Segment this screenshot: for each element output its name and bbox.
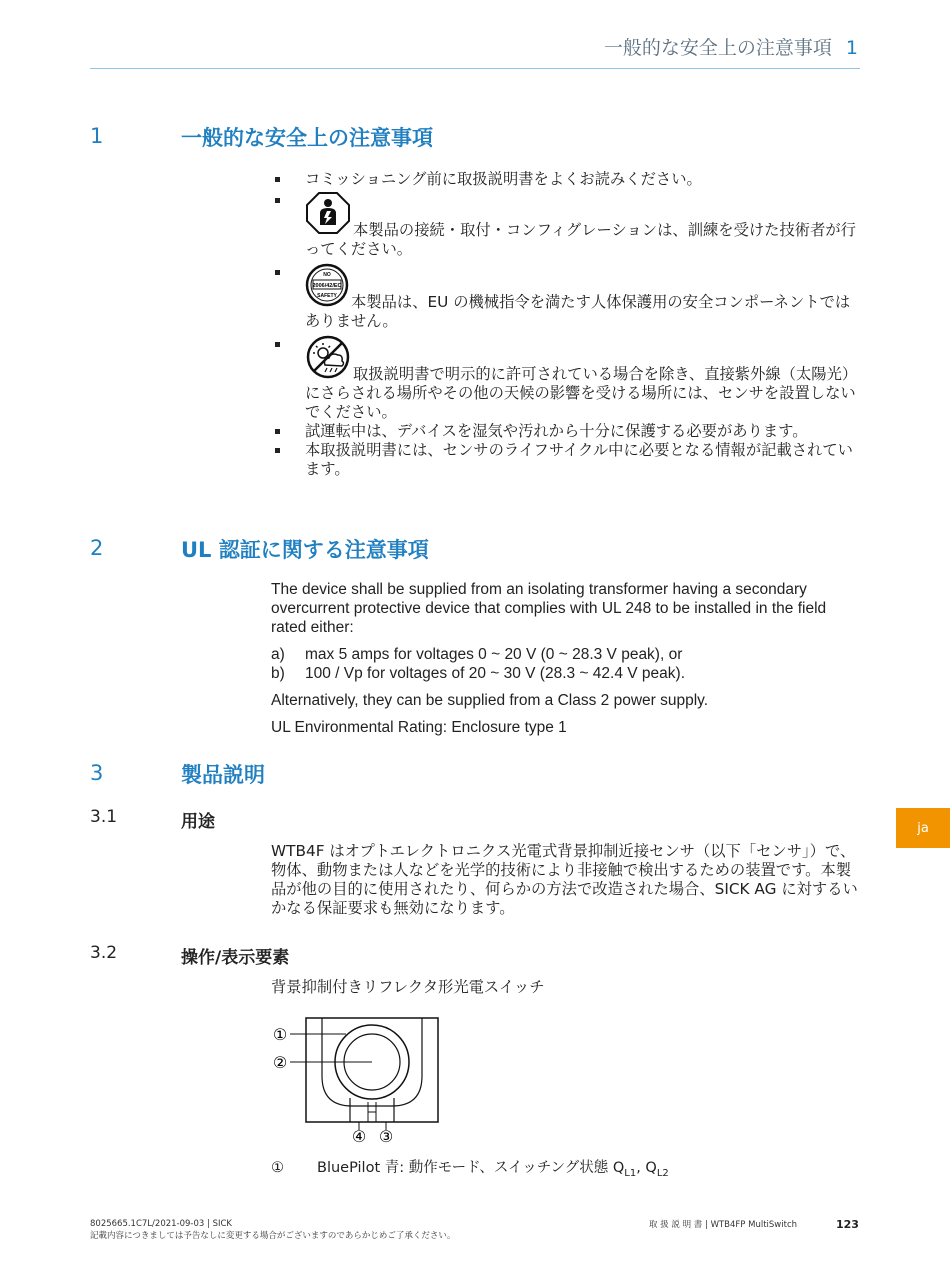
bullet-text: 取扱説明書で明示的に許可されている場合を除き、直接紫外線（太陽光）にさらされる場所やその他の天候の影響を受ける場所には、センサを設置しないでください。: [305, 365, 858, 421]
safety-bullet-list: [271, 170, 863, 479]
ul-alternative: Alternatively, they can be supplied from a Class 2 power supply.: [271, 692, 709, 709]
page-number: 123: [836, 1218, 859, 1231]
footer-manual-title: 取 扱 説 明 書 | WTB4FP MultiSwitch: [649, 1220, 798, 1230]
subsection-3-1-number: 3.1: [90, 807, 118, 827]
ul-intro: The device shall be supplied from an isolating transformer having a secondary overcurrent protective device that complies with UL 248 to be installed in the field rated either:: [271, 581, 827, 636]
legend-marker: ①: [271, 1160, 284, 1176]
list-item: [271, 645, 863, 664]
item-marker: b): [271, 665, 285, 682]
legend-text: BluePilot 青: 動作モード、スイッチング状態 Q: [317, 1160, 625, 1176]
bullet-text: 本取扱説明書には、センサのライフサイクル中に必要となる情報が記載されています。: [305, 441, 853, 478]
subsection-3-2-title: 操作/表示要素: [181, 948, 290, 968]
legend-sub-l1: L1: [624, 1167, 637, 1179]
section-3-title: 製品説明: [181, 763, 265, 787]
list-item: [271, 191, 863, 259]
subsection-3-2-number: 3.2: [90, 943, 118, 963]
section-1-number: 1: [90, 124, 104, 148]
running-header-chapter: 1: [845, 37, 858, 59]
footer-left: [90, 1218, 455, 1242]
list-item: [271, 422, 863, 441]
figure-caption: 背景抑制付きリフレクタ形光電スイッチ: [271, 978, 545, 996]
footer-notice: 記載内容につきましては予告なしに変更する場合がございますのであらかじめご了承ください。: [90, 1231, 456, 1241]
bullet-text: 試運転中は、デバイスを湿気や汚れから十分に保護する必要があります。: [305, 422, 808, 440]
label-1: ①: [272, 1025, 288, 1044]
section-2-number: 2: [90, 536, 104, 560]
legend-sub-l2: L2: [656, 1167, 669, 1179]
language-tab-label: ja: [917, 820, 929, 836]
figure-legend: [271, 1156, 669, 1179]
intended-use-text: WTB4F はオプトエレクトロニクス光電式背景抑制近接センサ（以下「センサ」）で、物体、動物または人などを光学的技術により非接触で検出するための装置です。本製品が他の目的に使用されたり、何らかの方法で改造された場合、SICK AG に対するいかなる保証要求も無効になります。: [271, 842, 858, 917]
bullet-text: 本製品の接続・取付・コンフィグレーションは、訓練を受けた技術者が行ってください。: [305, 221, 856, 258]
item-marker: a): [271, 646, 285, 663]
label-3: ③: [378, 1127, 394, 1146]
label-4: ④: [351, 1127, 367, 1146]
section-1-title: 一般的な安全上の注意事項: [181, 126, 433, 150]
section-2-title: UL 認証に関する注意事項: [181, 538, 429, 562]
subsection-3-1-title: 用途: [181, 812, 215, 832]
label-2: ②: [272, 1053, 288, 1072]
list-item: [271, 263, 863, 331]
section-3-number: 3: [90, 761, 104, 785]
ul-rating: UL Environmental Rating: Enclosure type 1: [271, 719, 567, 736]
bullet-text: コミッショニング前に取扱説明書をよくお読みください。: [305, 170, 702, 188]
legend-separator: , Q: [636, 1160, 657, 1176]
item-text: 100 / Vp for voltages of 20 ~ 30 V (28.3 ~ 42.4 V peak).: [305, 665, 685, 682]
language-tab: [896, 808, 950, 848]
bullet-text: 本製品は、EU の機械指令を満たす人体保護用の安全コンポーネントではありません。: [305, 293, 851, 330]
running-header-title: 一般的な安全上の注意事項: [603, 37, 832, 59]
icon-safety-text: SAFETY: [317, 293, 337, 299]
ul-notes: [271, 580, 863, 737]
item-text: max 5 amps for voltages 0 ~ 20 V (0 ~ 28.3 V peak), or: [305, 646, 683, 663]
list-item: [271, 335, 863, 422]
icon-no-text: NO: [323, 272, 331, 278]
list-item: [271, 664, 863, 683]
no-uv-weather-icon: [305, 335, 351, 384]
sensor-diagram: [268, 1012, 450, 1150]
footer-doc-id: 8025665.1C7L/2021-09-03 | SICK: [90, 1219, 232, 1229]
running-header: [604, 33, 858, 60]
list-item: [271, 170, 863, 189]
list-item: [271, 441, 863, 479]
icon-directive-text: 2006/42/EC: [312, 283, 342, 289]
no-safety-component-icon: [305, 263, 349, 312]
qualified-personnel-icon: [305, 191, 351, 240]
ul-conditions: [271, 645, 863, 683]
header-rule: [90, 68, 860, 69]
